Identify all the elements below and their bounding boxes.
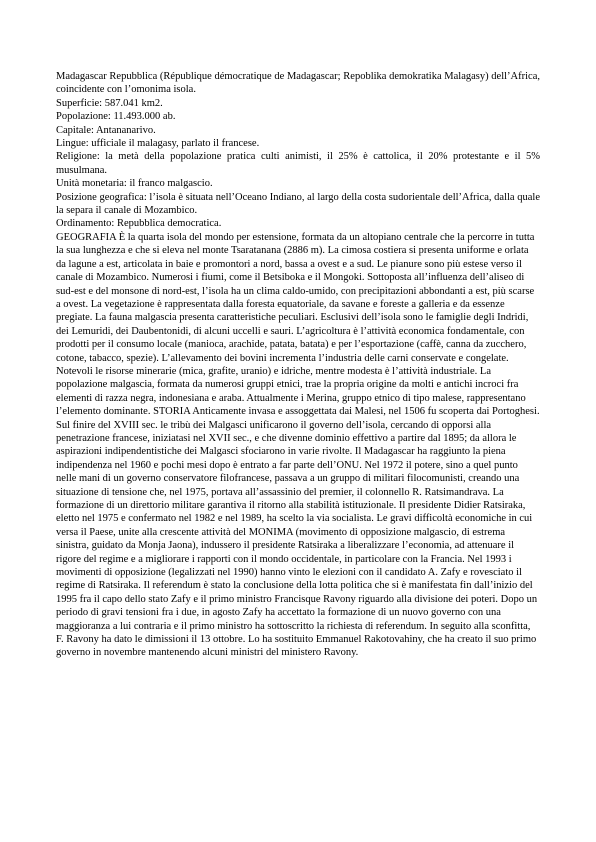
religion-line: Religione: la metà della popolazione pratica culti animisti, il 25% è cattolica, il 20% protestante e il 5% musulmana. [56,151,540,176]
surface-line: Superficie: 587.041 km2. [56,97,163,109]
intro-paragraph: Madagascar Repubblica (République démocratique de Madagascar; Repoblika demokratika Malagasy) dell’Africa, coincidente con l’omonima isola. [56,71,540,96]
geographic-position-line: Posizione geografica: l’isola è situata nell’Oceano Indiano, al largo della costa sudorientale dell’Africa, dalla quale la separa il canale di Mozambico. [56,191,540,217]
document-content [56,70,540,660]
currency-line: Unità monetaria: il franco malgascio. [56,178,213,190]
government-line: Ordinamento: Repubblica democratica. [56,218,222,230]
population-line: Popolazione: 11.493.000 ab. [56,111,176,123]
capital-line: Capitale: Antananarivo. [56,124,156,136]
languages-line: Lingue: ufficiale il malagasy, parlato il francese. [56,138,260,150]
body-text: GEOGRAFIA È la quarta isola del mondo per estensione, formata da un altopiano centrale che la percorre in tutta la sua lunghezza e che si eleva nel monte Tsaratanana (2886 m). La cimosa costiera si presenta uniforme e orlata da lagune a est, articolata in baie e promontori a nord, bassa a ovest e a sud. Le pianure sono più estese verso il canale di Mozambico. Numerosi i fiumi, come il Betsiboka e il Mongoki. Sottoposta all’influenza dell’aliseo di sud-est e del monsone di nord-est, l’isola ha un clima caldo-umido, con precipitazioni abbondanti a est, più scarse a ovest. La vegetazione è rappresentata dalla foresta equatoriale, da savane e foreste a galleria e da essenze pregiate. La fauna malgascia presenta caratteristiche peculiari. Esclusivi dell’isola sono le famiglie degli Indridi, dei Lemuridi, dei Daubentonidi, di alcuni uccelli e sauri. L’agricoltura è l’attività economica fondamentale, con prodotti per il consumo locale (manioca, arachide, patata, batata) e per l’esportazione (caffè, canna da zucchero, cotone, tabacco, spezie). L’allevamento dei bovini incrementa l’industria delle carni conservate e congelate. Notevoli le risorse minerarie (mica, grafite, uranio) e idriche, mentre modesta è l’attività industriale. La popolazione malgascia, formata da numerosi gruppi etnici, trae la propria origine da molti e antichi incroci fra elementi di razza negra, indonesiana e araba. Attualmente i Merina, gruppo etnico di tipo malese, rappresentano l’elemento dominante. STORIA Anticamente invasa e assoggettata dai Malesi, nel 1506 fu scoperta dai Portoghesi. Sul finire del XVIII sec. le tribù dei Malgasci unificarono il governo dell’isola, cercando di opporsi alla penetrazione francese, iniziatasi nel XVII sec., e che divenne dominio effettivo a partire dal 1895; da allora le aspirazioni indipendentistiche dei Malgasci sfociarono in varie rivolte. Il Madagascar ha raggiunto la piena indipendenza nel 1960 e pochi mesi dopo è entrato a far parte dell’ONU. Nel 1972 il potere, sino a quel punto nelle mani di un governo conservatore filofrancese, passava a un gruppo di militari filocomunisti, creando una situazione di tensione che, nel 1975, portava all’assassinio del premier, il colonnello R. Ratsimandrava. La formazione di un direttorio militare garantiva il ritorno alla stabilità istituzionale. Il presidente Didier Ratsiraka, eletto nel 1975 e confermato nel 1982 e nel 1989, ha scelto la via socialista. Le gravi difficoltà economiche in cui versa il Paese, unite alla crescente attività del MONIMA (movimento di opposizione malgascio, di estrema sinistra, guidato da Monja Jaona), indussero il presidente Ratsiraka a liberalizzare l’economia, ad attenuare il rigore del regime e a migliorare i rapporti con il mondo occidentale, in particolare con la Francia. Nel 1993 i movimenti di opposizione (legalizzati nel 1990) hanno vinto le elezioni con il candidato A. Zafy e rovesciato il regime di Ratsiraka. Il referendum è stato la conclusione della lotta politica che si è manifestata fin dall’inizio del 1995 fra il capo dello stato Zafy e il primo ministro Francisque Ravony riguardo alla divisione dei poteri. Dopo un periodo di gravi tensioni fra i due, in agosto Zafy ha accettato la formazione di un nuovo governo con una maggioranza a lui contraria e il primo ministro ha sottoscritto la richiesta di referendum. In seguito alla sconfitta, F. Ravony ha dato le dimissioni il 13 ottobre. Lo ha sostituito Emmanuel Rakotovahiny, che ha creato il suo primo governo in novembre mantenendo alcuni ministri del ministero Ravony. [56,231,540,659]
